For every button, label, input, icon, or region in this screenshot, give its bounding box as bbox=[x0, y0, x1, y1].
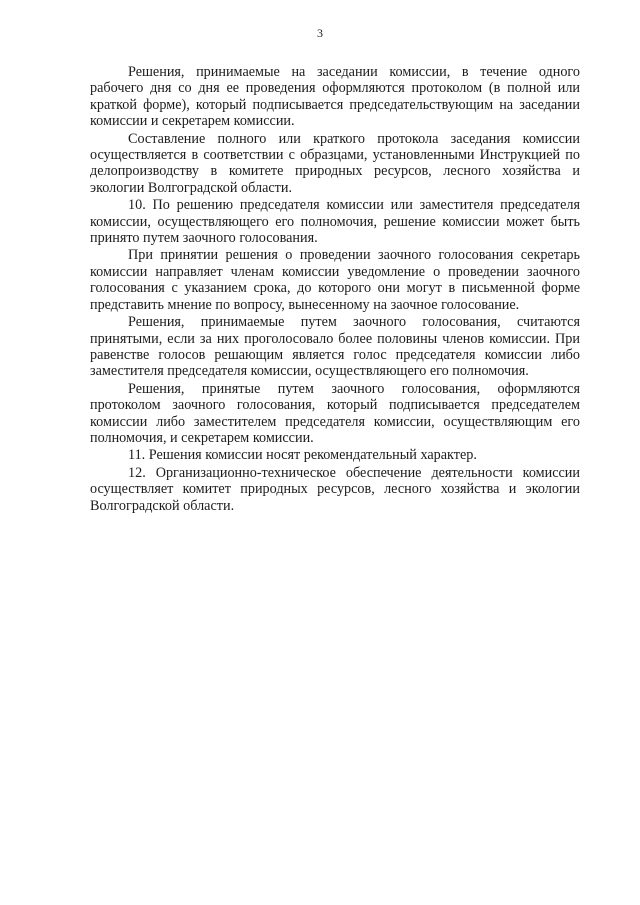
paragraph-protocol-compilation: Составление полного или краткого протокола заседания комиссии осуществляется в соответствии с образцами, установленными Инструкцией по делопроизводству в комитете природных ресурсов, лесного хозяйства и экологии Волгоградской области. bbox=[90, 130, 580, 196]
paragraph-absentee-notice: При принятии решения о проведении заочного голосования секретарь комиссии направляет членам комиссии уведомление о проведении заочного голосования с указанием срока, до которого они могут в письменной форме представить мнение по вопросу, вынесенному на заочное голосование. bbox=[90, 247, 580, 313]
paragraph-protocol-decisions: Решения, принимаемые на заседании комиссии, в течение одного рабочего дня со дня ее проведения оформляются протоколом (в полной или краткой форме), который подписывается председательствующим на заседании комиссии и секретарем комиссии. bbox=[90, 64, 580, 130]
paragraph-absentee-protocol: Решения, принятые путем заочного голосования, оформляются протоколом заочного голосования, который подписывается председателем комиссии либо заместителем председателя комиссии, осуществляющим его полномочия, и секретарем комиссии. bbox=[90, 380, 580, 446]
page-number: 3 bbox=[317, 26, 323, 40]
paragraph-absentee-decisions: Решения, принимаемые путем заочного голосования, считаются принятыми, если за них проголосовало более половины членов комиссии. При равенстве голосов решающим является голос председателя комиссии либо заместителя председателя комиссии, осуществляющего его полномочия. bbox=[90, 314, 580, 380]
paragraph-item-10: 10. По решению председателя комиссии или заместителя председателя комиссии, осуществляющего его полномочия, решение комиссии может быть принято путем заочного голосования. bbox=[90, 197, 580, 247]
paragraph-item-12: 12. Организационно-техническое обеспечение деятельности комиссии осуществляет комитет природных ресурсов, лесного хозяйства и экологии Волгоградской области. bbox=[90, 464, 580, 514]
document-body bbox=[90, 64, 580, 515]
paragraph-item-11: 11. Решения комиссии носят рекомендательный характер. bbox=[128, 447, 477, 464]
